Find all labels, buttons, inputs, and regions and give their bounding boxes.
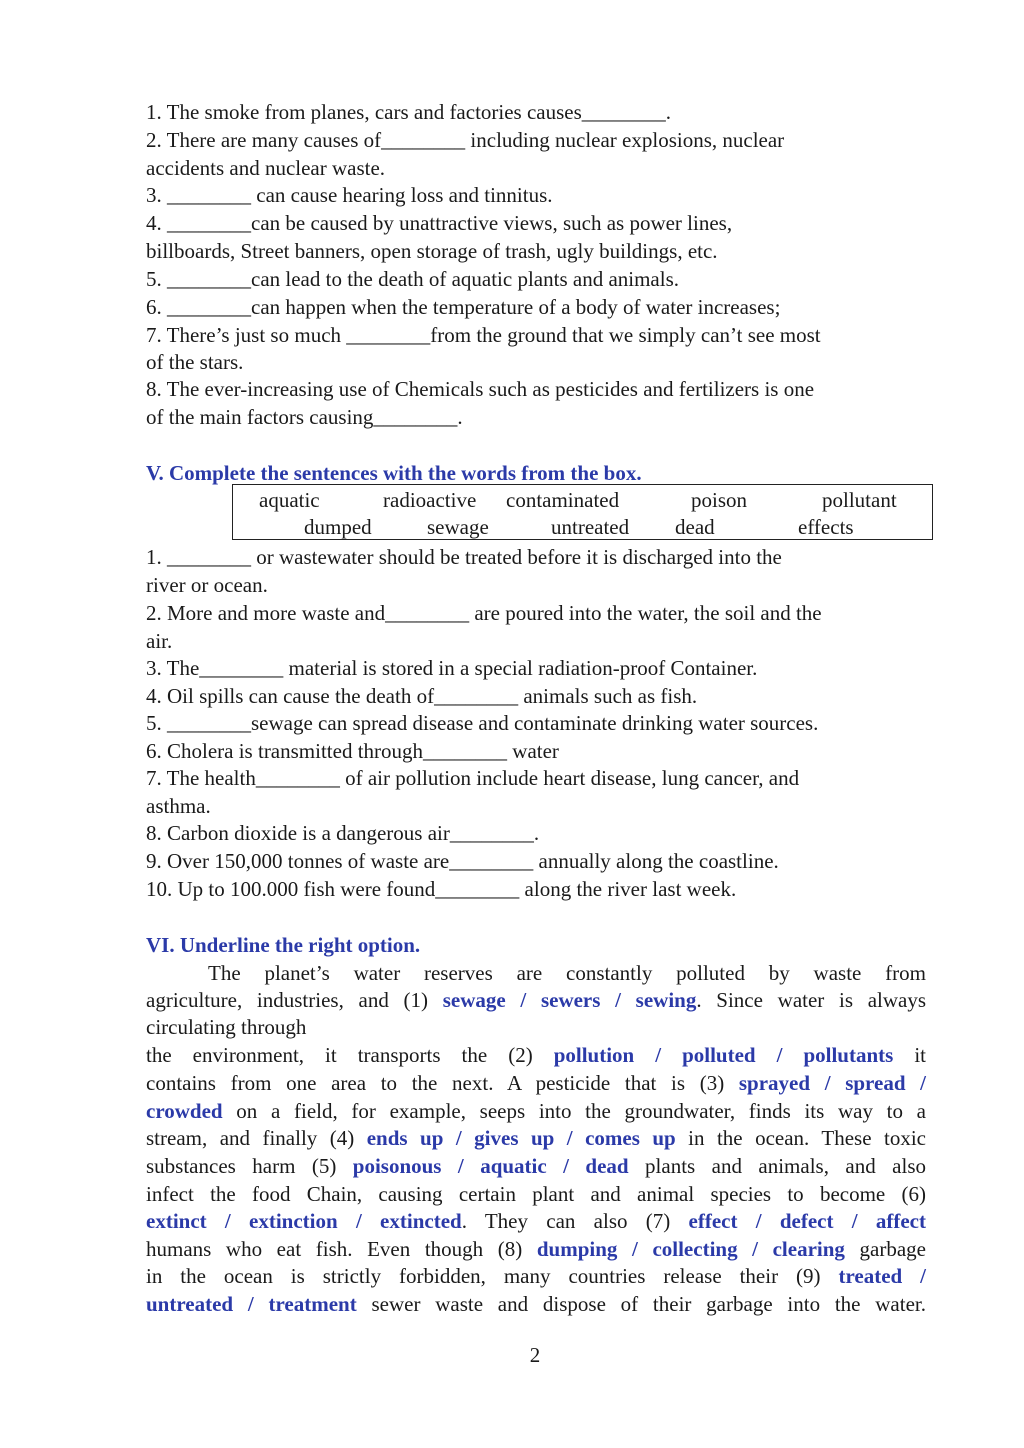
iv-item-6: 6. ________can happen when the temperature of a body of water increases; (146, 295, 781, 319)
vi-line: crowded on a field, for example, seeps into the groundwater, finds its way to a (146, 1099, 926, 1123)
iv-item-4-cont: billboards, Street banners, open storage of trash, ugly buildings, etc. (146, 239, 718, 263)
vi-line: substances harm (5) poisonous / aquatic / dead plants and animals, and also (146, 1154, 926, 1178)
box-word: effects (798, 515, 854, 539)
option-4[interactable]: ends up / gives up / comes up (366, 1126, 676, 1150)
iv-item-2-cont: accidents and nuclear waste. (146, 156, 386, 180)
option-2[interactable]: pollution / polluted / pollutants (553, 1043, 894, 1067)
iv-item-8-cont: of the main factors causing________. (146, 405, 463, 429)
iv-item-4: 4. ________can be caused by unattractive views, such as power lines, (146, 211, 733, 235)
option-7[interactable]: effect / defect / affect (688, 1209, 926, 1233)
option-1[interactable]: sewage / sewers / sewing (442, 988, 697, 1012)
box-word: poison (691, 488, 748, 512)
box-word: contaminated (506, 488, 620, 512)
vi-line: untreated / treatment sewer waste and dispose of their garbage into the water. (146, 1292, 926, 1316)
vi-line: the environment, it transports the (2) pollution / polluted / pollutants it (146, 1043, 926, 1067)
vi-line: infect the food Chain, causing certain plant and animal species to become (6) (146, 1182, 926, 1206)
iv-item-2: 2. There are many causes of________ including nuclear explosions, nuclear (146, 128, 785, 152)
vi-line: in the ocean is strictly forbidden, many countries release their (9) treated / (146, 1264, 926, 1288)
vi-line: agriculture, industries, and (1) sewage / sewers / sewing. Since water is always (146, 988, 927, 1012)
iv-item-7: 7. There’s just so much ________from the ground that we simply can’t see most (146, 323, 821, 347)
iv-item-8: 8. The ever-increasing use of Chemicals such as pesticides and fertilizers is one (146, 377, 815, 401)
word-box (232, 484, 933, 540)
option-9-cont[interactable]: untreated / treatment (146, 1292, 357, 1316)
box-word: dumped (304, 515, 372, 539)
iv-item-1: 1. The smoke from planes, cars and factories causes________. (146, 100, 672, 124)
vi-line: extinct / extinction / extincted. They can also (7) effect / defect / affect (146, 1209, 926, 1233)
v-item-2: 2. More and more waste and________ are poured into the water, the soil and the (146, 601, 822, 625)
iv-item-5: 5. ________can lead to the death of aquatic plants and animals. (146, 267, 680, 291)
vi-line: stream, and finally (4) ends up / gives up / comes up in the ocean. These toxic (146, 1126, 926, 1150)
v-item-4: 4. Oil spills can cause the death of________ animals such as fish. (146, 684, 698, 708)
v-item-5: 5. ________sewage can spread disease and contaminate drinking water sources. (146, 711, 819, 735)
vi-line: humans who eat fish. Even though (8) dumping / collecting / clearing garbage (146, 1237, 926, 1261)
box-word: untreated (551, 515, 630, 539)
option-5[interactable]: poisonous / aquatic / dead (352, 1154, 629, 1178)
option-3[interactable]: sprayed / spread / (738, 1071, 926, 1095)
v-item-3: 3. The________ material is stored in a special radiation-proof Container. (146, 656, 758, 680)
vi-line: The planet’s water reserves are constantly polluted by waste from (208, 961, 926, 985)
vi-line: circulating through (146, 1015, 307, 1039)
v-item-9: 9. Over 150,000 tonnes of waste are________ annually along the coastline. (146, 849, 779, 873)
option-3-cont[interactable]: crowded (146, 1099, 223, 1123)
v-item-8: 8. Carbon dioxide is a dangerous air________. (146, 821, 540, 845)
v-item-2-cont: air. (146, 629, 173, 653)
iv-item-3: 3. ________ can cause hearing loss and tinnitus. (146, 183, 553, 207)
v-item-7-cont: asthma. (146, 794, 211, 818)
iv-item-7-cont: of the stars. (146, 350, 244, 374)
section-vi-heading: VI. Underline the right option. (146, 933, 421, 957)
v-item-10: 10. Up to 100.000 fish were found________ along the river last week. (146, 877, 737, 901)
v-item-7: 7. The health________ of air pollution include heart disease, lung cancer, and (146, 766, 800, 790)
box-word: pollutant (822, 488, 897, 512)
option-6[interactable]: extinct / extinction / extincted (146, 1209, 462, 1233)
option-9[interactable]: treated / (838, 1264, 926, 1288)
section-v-heading: V. Complete the sentences with the words from the box. (146, 461, 642, 485)
page-number: 2 (529, 1343, 541, 1367)
v-item-1-cont: river or ocean. (146, 573, 268, 597)
box-word: dead (675, 515, 715, 539)
box-word: sewage (427, 515, 489, 539)
option-8[interactable]: dumping / collecting / clearing (536, 1237, 845, 1261)
box-word: radioactive (383, 488, 477, 512)
v-item-6: 6. Cholera is transmitted through________ water (146, 739, 559, 763)
box-word: aquatic (259, 488, 320, 512)
v-item-1: 1. ________ or wastewater should be treated before it is discharged into the (146, 545, 782, 569)
vi-line: contains from one area to the next. A pesticide that is (3) sprayed / spread / (146, 1071, 926, 1095)
